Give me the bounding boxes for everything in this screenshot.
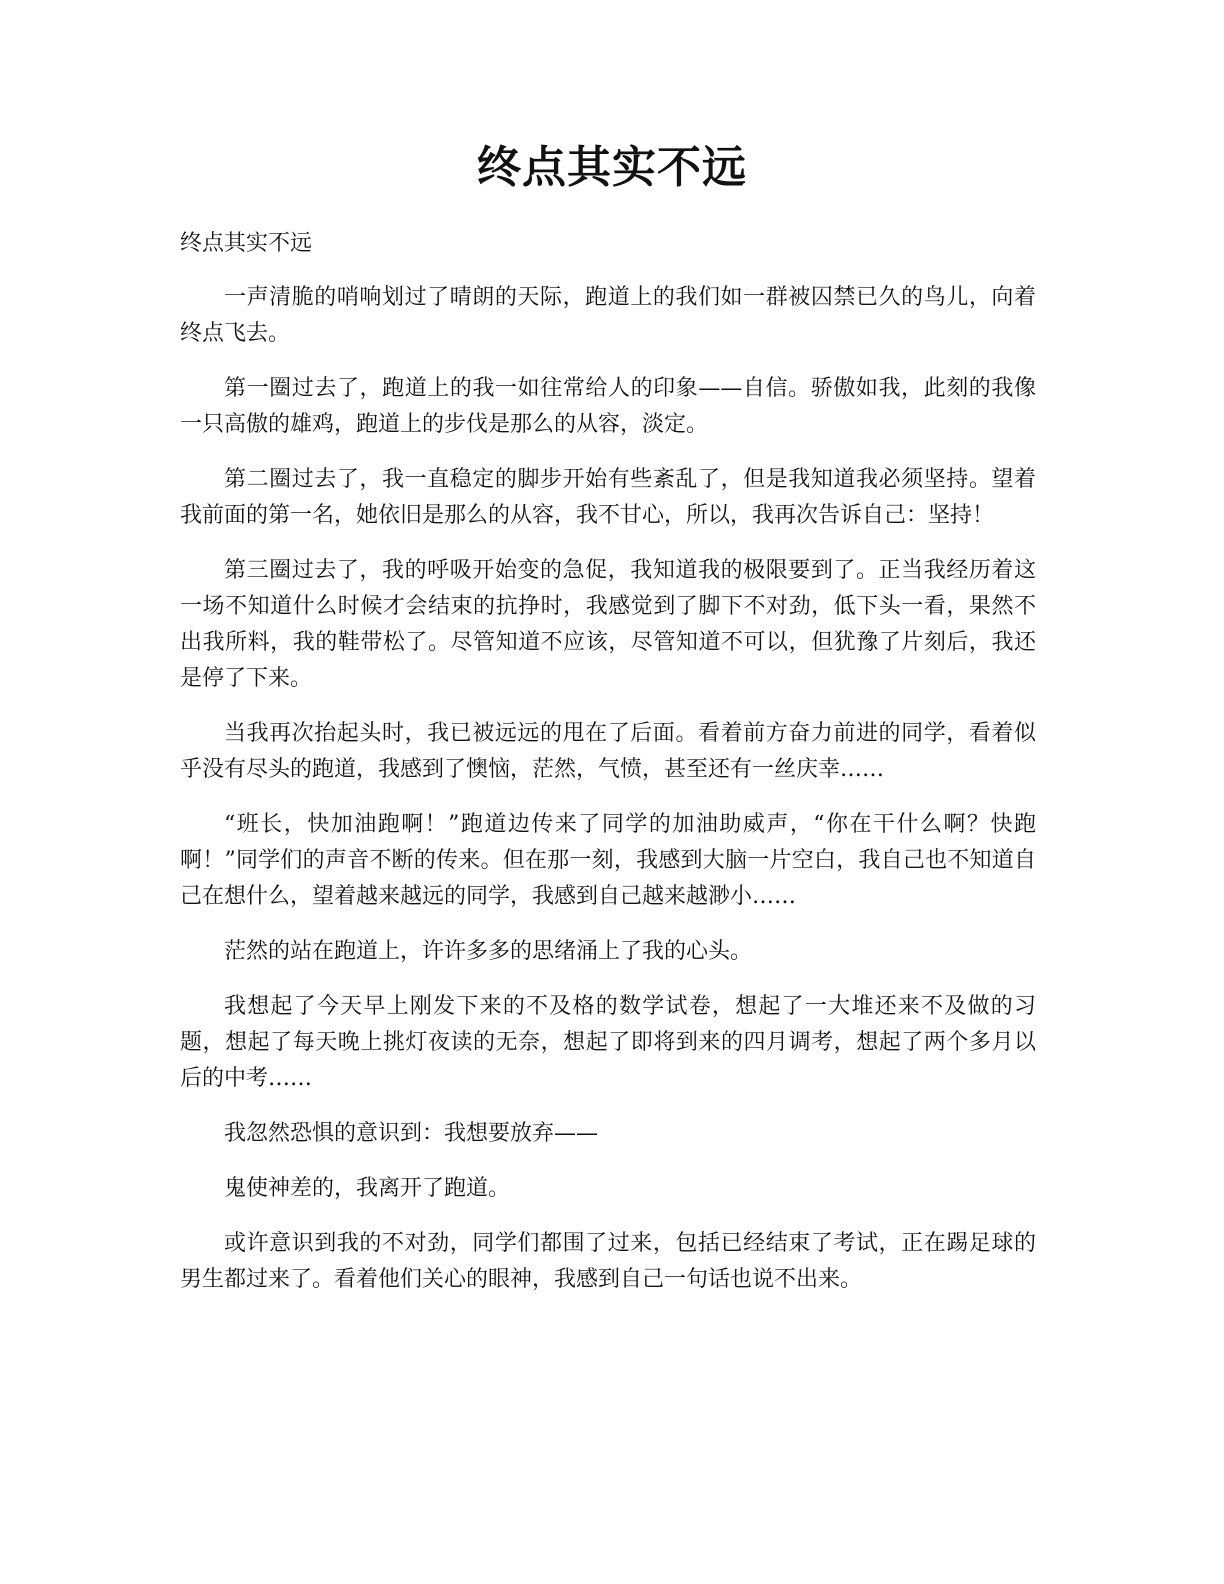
document-body [180, 226, 1036, 1317]
paragraph-1: 一声清脆的哨响划过了晴朗的天际，跑道上的我们如一群被囚禁已久的鸟儿，向着终点飞去。 [180, 285, 1036, 346]
paragraph-3: 第二圈过去了，我一直稳定的脚步开始有些紊乱了，但是我知道我必须坚持。望着我前面的第一名，她依旧是那么的从容，我不甘心，所以，我再次告诉自己：坚持！ [180, 467, 1036, 528]
paragraph-11: 或许意识到我的不对劲，同学们都围了过来，包括已经结束了考试，正在踢足球的男生都过来了。看着他们关心的眼神，我感到自己一句话也说不出来。 [180, 1231, 1036, 1292]
paragraph-6: “班长，快加油跑啊！”跑道边传来了同学的加油助威声，“你在干什么啊？快跑啊！”同学们的声音不断的传来。但在那一刻，我感到大脑一片空白，我自己也不知道自己在想什么，望着越来越远的同学，我感到自己越来越渺小…… [180, 812, 1036, 909]
paragraph-7: 茫然的站在跑道上，许许多多的思绪涌上了我的心头。 [224, 939, 753, 964]
paragraph-2: 第一圈过去了，跑道上的我一如往常给人的印象——自信。骄傲如我，此刻的我像一只高傲的雄鸡，跑道上的步伐是那么的从容，淡定。 [180, 376, 1036, 437]
document-title: 终点其实不远 [477, 142, 747, 193]
paragraph-10: 鬼使神差的，我离开了跑道。 [224, 1176, 511, 1201]
document-subtitle: 终点其实不远 [180, 231, 313, 256]
paragraph-9: 我忽然恐惧的意识到：我想要放弃—— [224, 1121, 599, 1146]
paragraph-5: 当我再次抬起头时，我已被远远的甩在了后面。看着前方奋力前进的同学，看着似乎没有尽头的跑道，我感到了懊恼，茫然，气愤，甚至还有一丝庆幸…… [180, 721, 1036, 782]
paragraph-4: 第三圈过去了，我的呼吸开始变的急促，我知道我的极限要到了。正当我经历着这一场不知道什么时候才会结束的抗挣时，我感觉到了脚下不对劲，低下头一看，果然不出我所料，我的鞋带松了。尽管知道不应该，尽管知道不可以，但犹豫了片刻后，我还是停了下来。 [180, 558, 1036, 691]
paragraph-8: 我想起了今天早上刚发下来的不及格的数学试卷，想起了一大堆还来不及做的习题，想起了每天晚上挑灯夜读的无奈，想起了即将到来的四月调考，想起了两个多月以后的中考…… [180, 994, 1036, 1091]
